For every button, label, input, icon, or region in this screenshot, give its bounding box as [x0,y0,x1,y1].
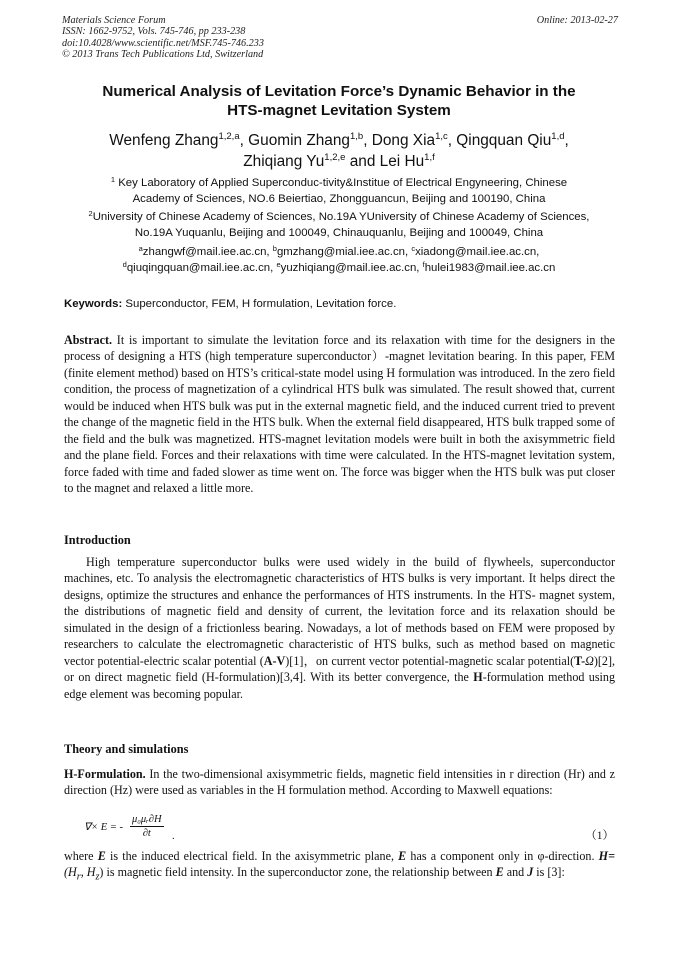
author-name: , Guomin Zhang [239,132,350,149]
email-link[interactable]: xiadong@mail.iee.ac.cn, [415,246,540,258]
equation-fraction [130,814,164,839]
desc-text: and [503,865,528,880]
title-line-2: HTS-magnet Levitation System [227,102,451,119]
introduction-heading: Introduction [64,533,131,547]
paper-title [62,82,616,120]
affiliation-text: Key Laboratory of Applied Superconduc-tivity&Institue of Electrical Engyneering, Chinese [115,177,568,189]
desc-text: (H [64,865,77,880]
author-line-2 [62,151,616,172]
equation-number: （1） [585,830,614,842]
equation-numerator: μ₀μᵣ∂H [132,814,162,825]
intro-bold-av: A-V [263,653,286,668]
field-description-paragraph [64,848,615,886]
author-superscript: 1,d [551,131,565,142]
intro-omega: Ω [585,653,594,668]
issn-line: ISSN: 1662-9752, Vols. 745-746, pp 233-238 [62,26,246,38]
desc-text: ) is magnetic field intensity. In the superconductor zone, the relationship between [99,865,496,880]
symbol-e: E [495,865,504,880]
equation-lhs: ∇× E = - [84,822,123,833]
theory-heading: Theory and simulations [64,742,189,756]
h-formulation-paragraph [64,766,615,799]
journal-name: Materials Science Forum [62,15,166,26]
equation-period: . [172,831,175,842]
author-superscript: 1,c [435,131,448,142]
intro-text: -formulation method using edge element was becoming popular. [64,670,615,701]
intro-text: )[2], or on direct magnetic field (H-formulation)[3,4]. With its better convergence, the [64,653,615,685]
affiliation-1-line-2: Academy of Sciences, NO.6 Beiertiao, Zhongguancun, Beijing and 100190, China [132,192,546,205]
email-line-2 [62,261,616,277]
email-list [62,245,616,276]
email-marker: a [138,244,143,253]
desc-text: is the induced electrical field. In the axisymmetric plane, [105,849,399,863]
author-superscript: 1,b [349,131,364,142]
author-name: Zhiqiang Yu [243,153,325,170]
affiliation-1 [62,176,616,207]
symbol-e: E [398,849,407,863]
equation-denominator: ∂t [142,828,151,839]
subscript-r: r [76,871,81,883]
subscript-z: z [95,871,100,883]
intro-bold-t: T- [574,653,586,668]
email-marker: f [422,259,425,269]
email-marker: d [122,259,127,269]
affiliation-marker: 2 [88,209,93,218]
journal-header [62,15,618,61]
keywords [64,297,616,312]
affiliation-1-line-1 [62,176,616,192]
author-name: , Qingquan Qiu [447,132,552,149]
keywords-label: Keywords: [64,298,123,310]
title-line-1: Numerical Analysis of Levitation Force’s Dynamic Behavior in the [102,83,576,100]
author-line-1 [62,130,616,151]
email-link[interactable]: zhangwf@mail.iee.ac.cn, [142,246,273,258]
symbol-h: H= [598,849,615,863]
introduction-paragraph [64,554,615,702]
email-marker: c [411,244,416,253]
keywords-text: Superconductor, FEM, H formulation, Levitation force. [122,298,397,310]
author-superscript: 1,f [424,152,435,163]
email-line-1 [62,245,616,261]
intro-text: High temperature superconductor bulks were used widely in the build of flywheels, superconductor machines, etc. To analysis the electromagnetic characteristics of HTS bulks is very important. It helps direct the designs, optimize the structures and enhance the performances of HTS instruments. In the HTS- magnet system, the distributions of magnetic field and density of current, the levitation force and its relaxation should be simulated in the design of a frictionless bearing. Nowadays, a lot of methods based on FEM were proposed by researchers to calculate the electromagnetic characteristic of HTS bulks, such as method based on magnetic vector potential-electric scalar potential ( [64,555,615,668]
desc-text: is [3]: [533,865,565,880]
h-formulation-text: In the two-dimensional axisymmetric fields, magnetic field intensities in r direction (Hr) and z direction (Hz) were used as variables in the H formulation method. According to Maxwell equations: [64,767,615,798]
email-marker: e [276,259,281,269]
abstract-label: Abstract. [64,333,113,347]
author-name: , Dong Xia [363,132,436,149]
symbol-j: J [527,865,534,880]
author-name: Wenfeng Zhang [109,132,219,149]
desc-text: , H [80,865,96,880]
desc-text: where [64,849,98,863]
h-formulation-label: H-Formulation. [64,767,146,781]
affiliation-marker: 1 [110,175,116,184]
author-list [62,130,616,172]
email-link[interactable]: qiuqingquan@mail.iee.ac.cn, [126,261,277,274]
affiliation-text: University of Chinese Academy of Sciences, No.19A YUniversity of Chinese Academy of Sciences, [92,211,590,223]
author-separator: , [564,132,569,149]
email-link[interactable]: gmzhang@mial.iee.ac.cn, [276,246,412,258]
affiliation-2 [62,210,616,241]
author-name: and Lei Hu [345,153,425,170]
email-link[interactable]: hulei1983@mail.iee.ac.cn [424,261,556,274]
copyright-line: © 2013 Trans Tech Publications Ltd, Switzerland [62,49,264,61]
email-link[interactable]: yuzhiqiang@mail.iee.ac.cn, [280,261,423,274]
intro-text: )[1]，on current vector potential-magnetic scalar potential( [285,653,575,668]
symbol-e: E [97,849,106,863]
email-marker: b [272,244,277,253]
online-date: Online: 2013-02-27 [536,15,618,26]
abstract-paragraph [64,332,615,497]
affiliation-2-line-2: No.19A Yuquanlu, Beijing and 100049, Chinauquanlu, Beijing and 100049, China [134,226,544,239]
intro-bold-h: H [473,670,483,685]
abstract-text: It is important to simulate the levitation force and its relaxation with time for the designers in the process of designing a HTS (high temperature superconductor）-magnet levitation bearing. In this paper, FEM (finite element method) based on HTS’s critical-state model using H formulation was introduced. In the zero field condition, the process of magnetization of a cylindrical HTS bulk was simulated. The result showed that, current would be induced when HTS bulk was put in the external magnetic field, and the induced current tried to prevent the change of the magnetic field in the HTS bulk. When the external field disappeared, HTS bulk trapped some of the field and the bulk was magnetized. HTS-magnet levitation models were built in both the axisymmetric field and the plane field. Forces and their relaxations with time were calculated. In the HTS-magnet levitation system, force faded with time and faded slower as time went on. The force was bigger when the HTS bulk was put closer to the magnet and relaxed a little more. [64,333,615,496]
doi-line: doi:10.4028/www.scientific.net/MSF.745-746.233 [62,37,264,49]
affiliation-2-line-1 [62,210,616,226]
desc-text: has a component only in φ-direction. [406,849,599,863]
author-superscript: 1,2,a [218,131,240,142]
equation-1 [84,814,616,846]
author-superscript: 1,2,e [324,152,346,163]
